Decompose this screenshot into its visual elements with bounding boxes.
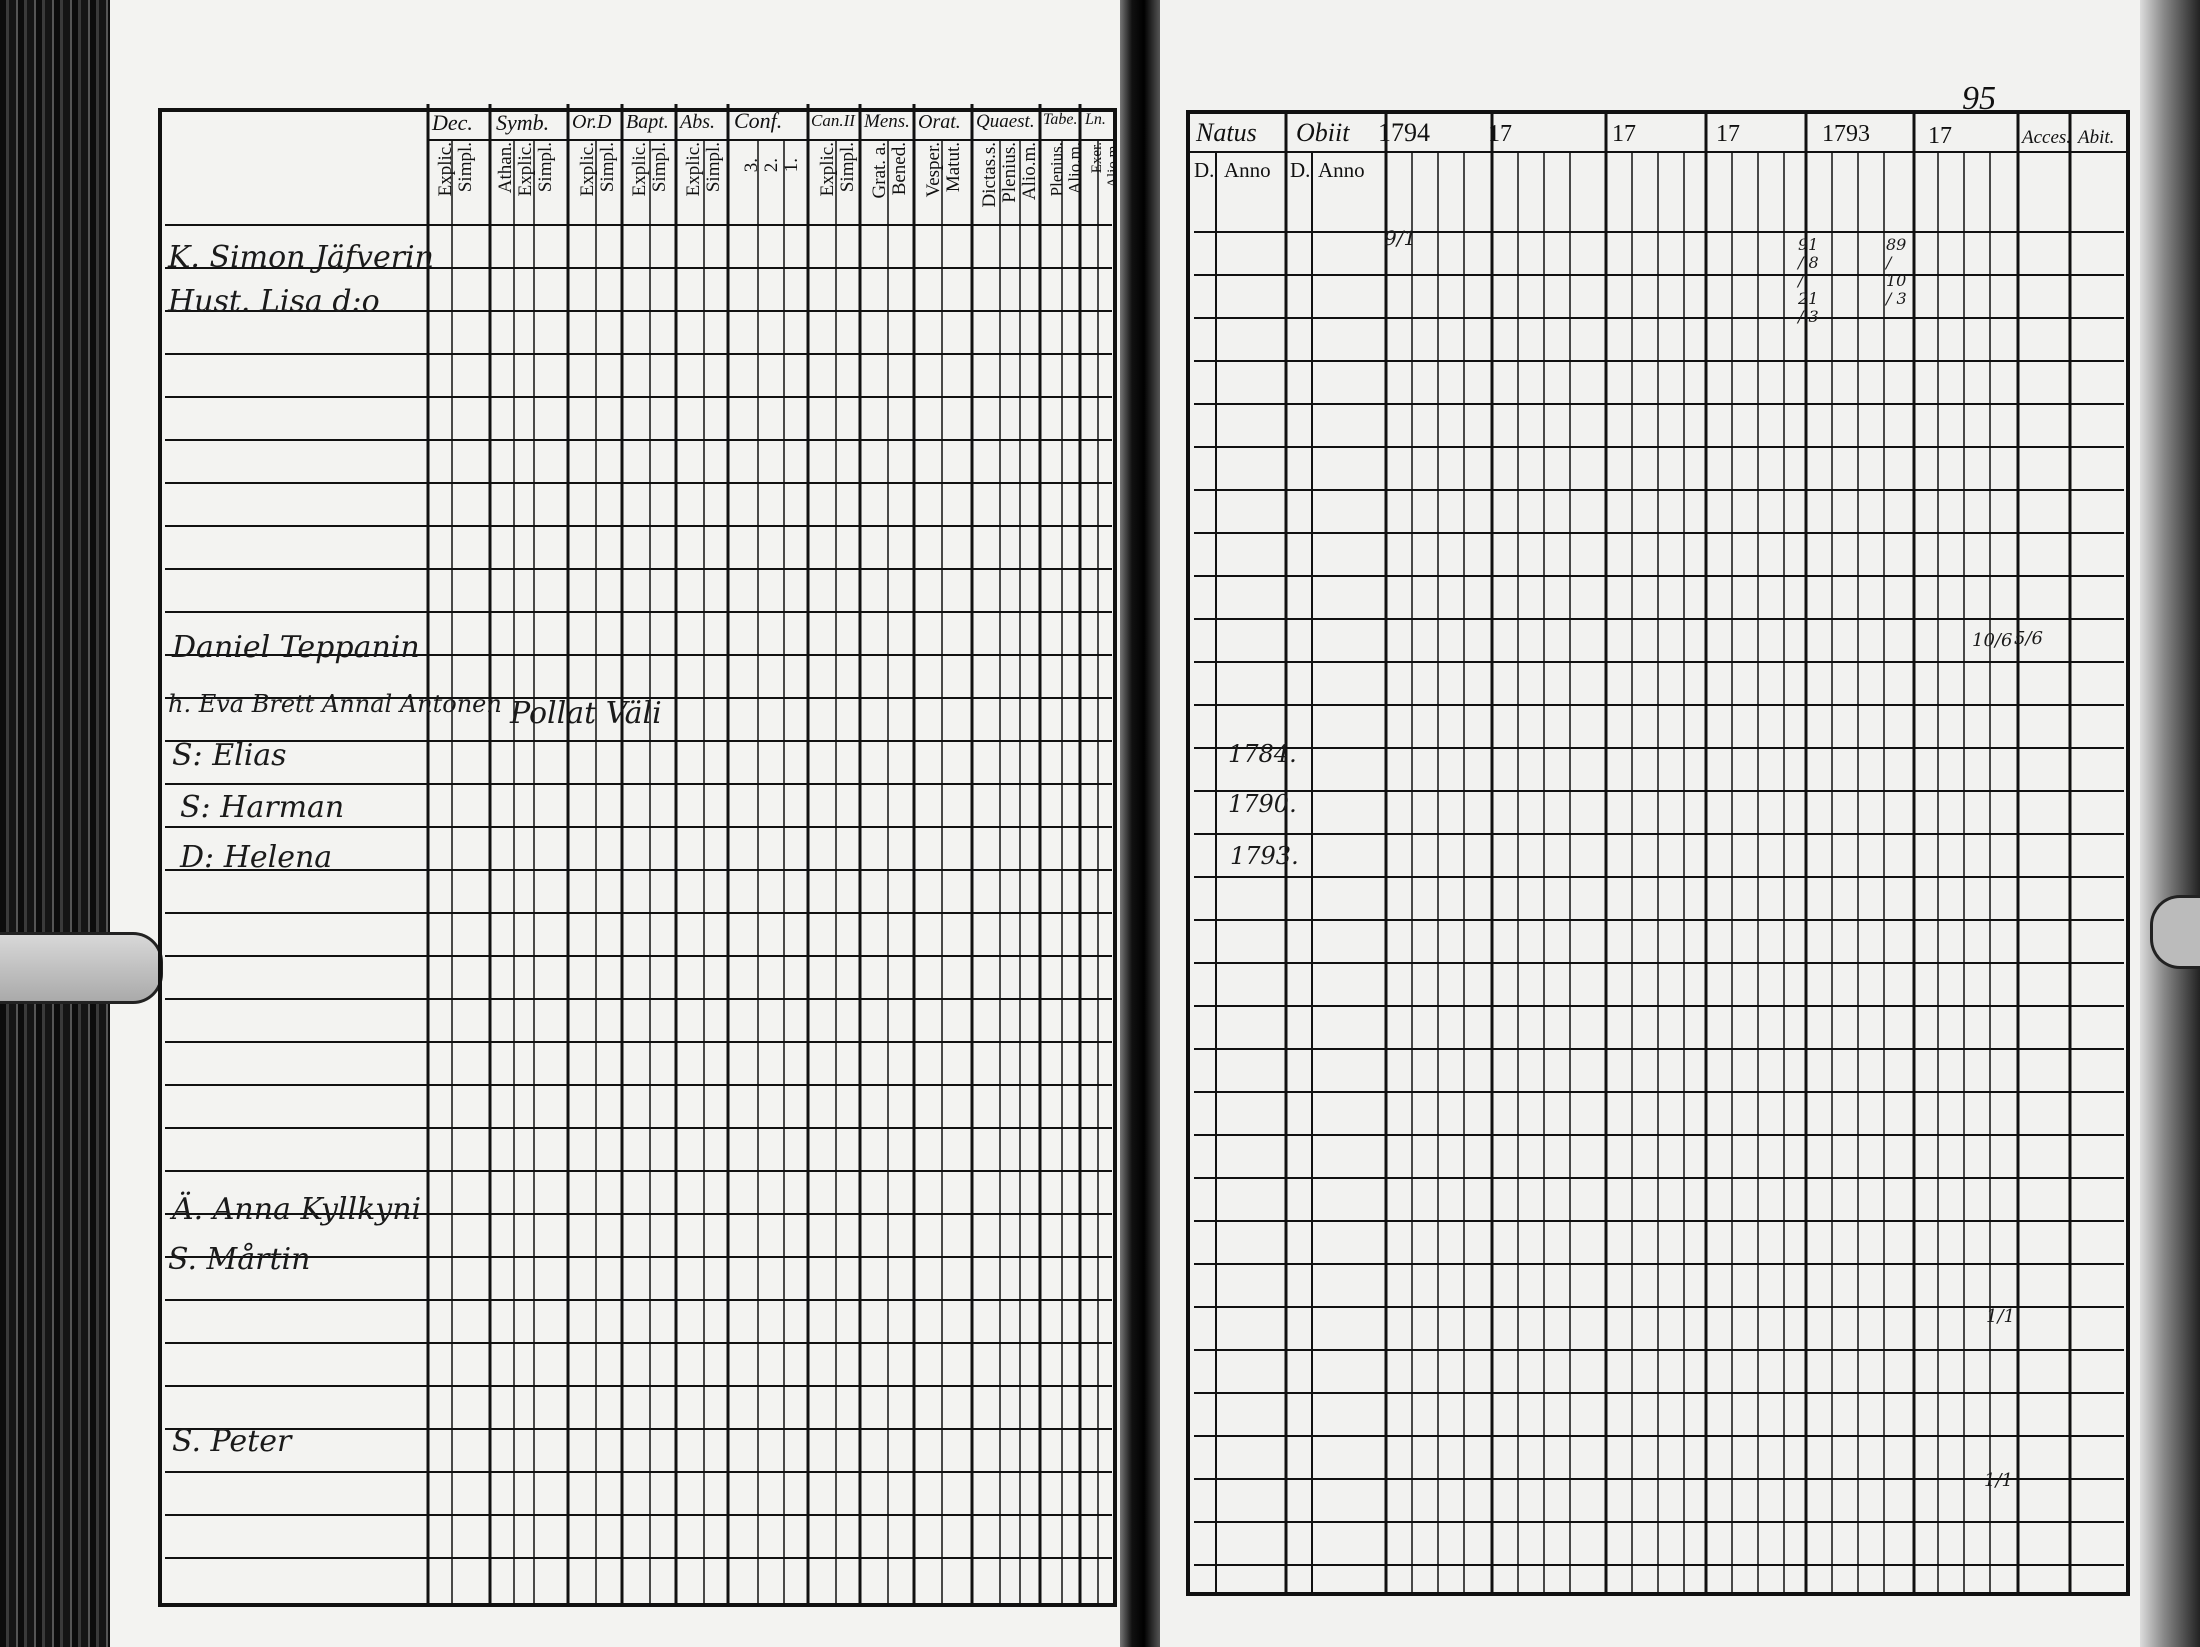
entry-peter: S. Peter <box>172 1424 292 1459</box>
header-quaest: Quaest. <box>976 111 1035 132</box>
sub-quaest-plenius: Plenius. <box>999 142 1020 203</box>
header-abs: Abs. <box>680 111 715 133</box>
header-mens: Mens. <box>864 111 910 132</box>
sub-ord-simpl: Simpl. <box>597 142 618 193</box>
header-tabe: Tabe. <box>1043 111 1078 128</box>
sub-tabe-alio: Alio.m. <box>1065 142 1084 194</box>
sub-dec-simpl: Simpl. <box>455 142 476 193</box>
sub-natus-anno: Anno <box>1224 158 1271 182</box>
entry-harman: S: Harman <box>180 790 345 825</box>
sub-symb-simpl: Simpl. <box>535 142 556 193</box>
sub-ord-explic: Explic. <box>577 142 598 197</box>
header-symb: Symb. <box>496 110 550 135</box>
birth-year-2: 1790. <box>1228 790 1297 818</box>
mark-5: 5/6 <box>2014 628 2043 649</box>
entry-simon: K. Simon Jäfverin <box>168 240 434 275</box>
mark-4: 10/6 <box>1972 630 2013 651</box>
entry-martin: S. Mårtin <box>168 1242 311 1277</box>
sub-tabe-plenius: Plenius. <box>1047 142 1066 197</box>
sub-conf-1: 1. <box>781 158 802 173</box>
header-acces: Acces. <box>2022 127 2072 148</box>
mark-1: 9/1 <box>1384 226 1417 250</box>
sub-mens-grat: Grat. a. <box>869 142 890 199</box>
sub-quaest-dictas: Dictas.s. <box>979 142 1000 208</box>
entry-daniel: Daniel Teppanin <box>172 630 420 665</box>
mark-3: 89 / 10 / 3 <box>1886 235 1907 308</box>
header-dec: Dec. <box>432 110 473 135</box>
sub-mens-bened: Bened. <box>889 142 910 196</box>
sub-ln-exer: Exer. <box>1089 142 1105 174</box>
sub-quaest-alio: Alio.m. <box>1019 142 1040 201</box>
header-can: Can.II <box>811 111 855 130</box>
page-number: 95 <box>1962 80 1996 117</box>
entry-anna: Ä. Anna Kyllkyni <box>172 1192 422 1227</box>
margin-note-pollat: Pollat Väli <box>510 696 662 731</box>
mark-7: 1/1 <box>1984 1470 2013 1491</box>
entry-lisa: Hust. Lisa d:o <box>168 284 380 319</box>
header-bapt: Bapt. <box>626 111 669 133</box>
mark-2: 91 / 8 / 21 / 3 <box>1798 235 1819 326</box>
header-year-1793: 1793 <box>1822 121 1870 147</box>
header-conf: Conf. <box>734 108 783 133</box>
sub-orat-vesper: Vesper. <box>923 142 944 198</box>
sub-orat-matut: Matut. <box>943 142 964 193</box>
sub-bapt-explic: Explic. <box>629 142 650 197</box>
header-obiit: Obiit <box>1296 118 1350 147</box>
mark-6: 1/1 <box>1986 1306 2015 1327</box>
entry-elias: S: Elias <box>172 738 287 773</box>
entry-helena: D: Helena <box>180 840 333 875</box>
header-year-17b: 17 <box>1612 121 1636 147</box>
birth-year-1: 1784. <box>1228 740 1297 768</box>
sub-conf-3: 3. <box>741 158 762 173</box>
header-natus: Natus <box>1196 118 1257 147</box>
birth-year-3: 1793. <box>1230 842 1299 870</box>
sub-obiit-d: D. <box>1290 158 1311 182</box>
header-abit: Abit. <box>2078 127 2115 148</box>
header-ord: Or.D <box>572 111 612 133</box>
sub-can-explic: Explic. <box>817 142 838 197</box>
header-year-1794: 1794 <box>1378 118 1430 147</box>
sub-bapt-simpl: Simpl. <box>649 142 670 193</box>
header-year-17a: 17 <box>1488 121 1512 147</box>
sub-symb-explic: Explic. <box>515 142 536 197</box>
sub-natus-d: D. <box>1194 158 1215 182</box>
header-ln: Ln. <box>1085 111 1106 128</box>
header-year-17c: 17 <box>1716 121 1740 147</box>
sub-abs-explic: Explic. <box>683 142 704 197</box>
sub-abs-simpl: Simpl. <box>703 142 724 193</box>
sub-symb-athan: Athan. <box>495 142 516 194</box>
entry-eva: h. Eva Brett Annal Antonen <box>168 690 502 718</box>
sub-obiit-anno: Anno <box>1318 158 1365 182</box>
header-year-17d: 17 <box>1928 123 1952 149</box>
sub-dec-explic: Explic. <box>435 142 456 197</box>
sub-conf-2: 2. <box>761 158 782 173</box>
header-orat: Orat. <box>918 111 961 133</box>
sub-ln-alio: Alio.m. <box>1105 142 1121 188</box>
sub-can-simpl: Simpl. <box>837 142 858 193</box>
